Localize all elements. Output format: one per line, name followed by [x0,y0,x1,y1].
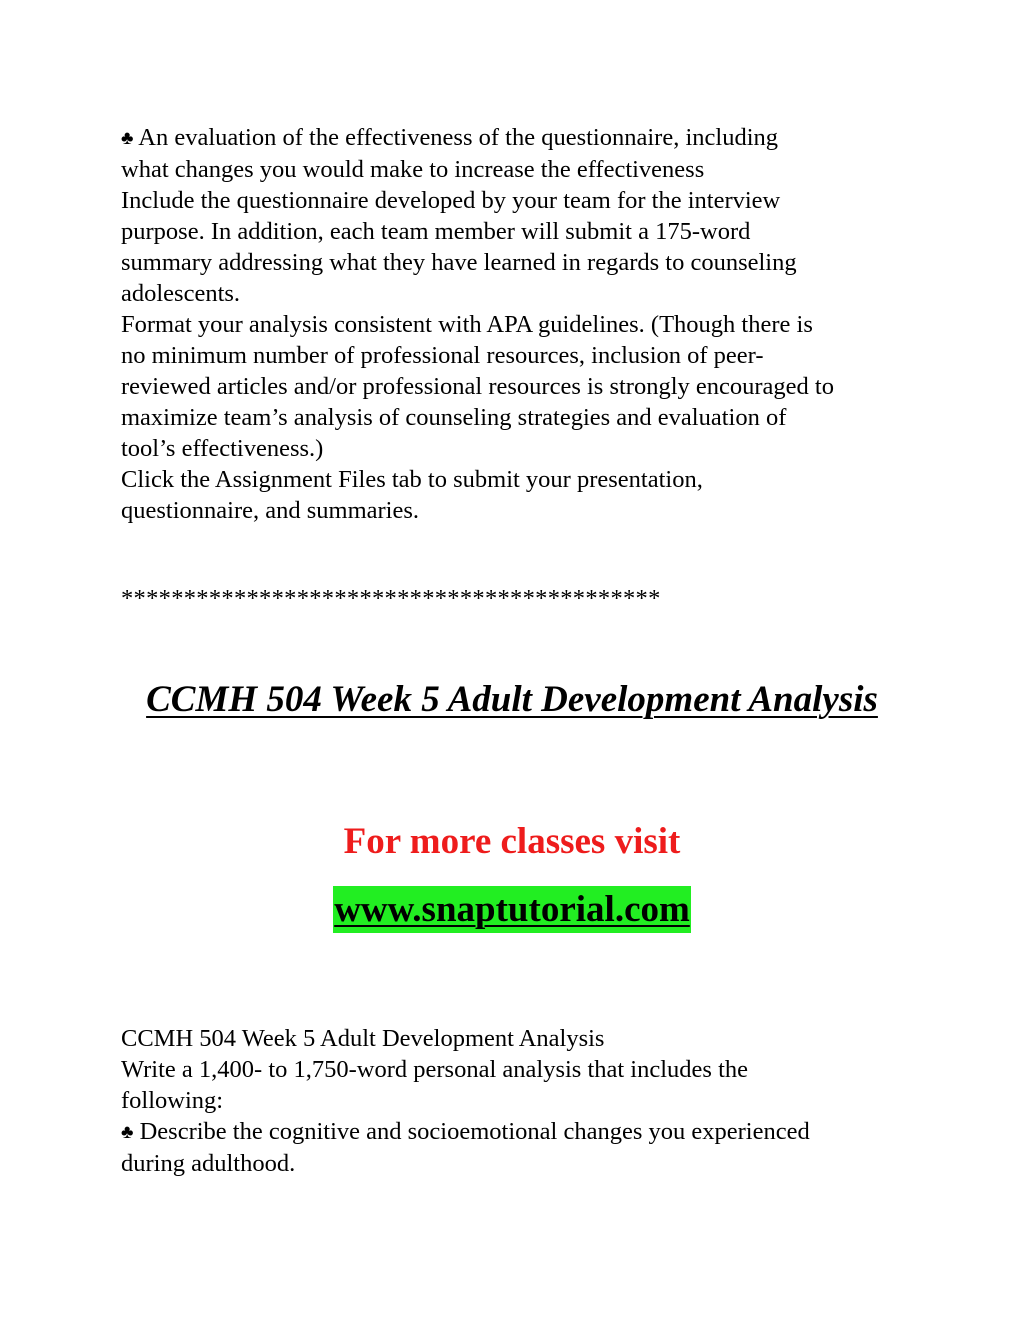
text-line: no minimum number of professional resources, inclusion of peer- [121,342,764,369]
text-line: following: [121,1087,224,1114]
bullet-line: ♣ An evaluation of the effectiveness of the questionnaire, including [121,122,911,154]
promo-link-wrapper [0,886,1024,933]
asterisk-separator: ******************************************* [121,585,661,612]
text-line: Write a 1,400- to 1,750-word personal analysis that includes the [121,1056,749,1083]
snaptutorial-link[interactable]: www.snaptutorial.com [333,886,691,933]
promo-visit-text: For more classes visit [343,821,681,862]
text-line: what changes you would make to increase the effectiveness [121,156,705,183]
top-text-block [121,122,911,526]
text-line: maximize team’s analysis of counseling strategies and evaluation of [121,404,787,431]
section-title: CCMH 504 Week 5 Adult Development Analysis [146,679,878,720]
club-bullet-icon: ♣ [121,128,134,149]
text-line: purpose. In addition, each team member will submit a 175-word [121,218,751,245]
text-line: Format your analysis consistent with APA guidelines. (Though there is [121,311,813,338]
text-line: during adulthood. [121,1150,296,1177]
text-line: Click the Assignment Files tab to submit your presentation, [121,466,703,493]
text-line: questionnaire, and summaries. [121,497,420,524]
text-line: Include the questionnaire developed by your team for the interview [121,187,781,214]
text-line: CCMH 504 Week 5 Adult Development Analysis [121,1025,605,1052]
text-line: tool’s effectiveness.) [121,435,324,462]
text-line: reviewed articles and/or professional resources is strongly encouraged to [121,373,834,400]
text-line: adolescents. [121,280,241,307]
bullet-line: ♣ Describe the cognitive and socioemotional changes you experienced [121,1116,911,1148]
text-line: summary addressing what they have learned in regards to counseling [121,249,797,276]
bottom-text-block [121,1023,911,1179]
club-bullet-icon: ♣ [121,1122,134,1143]
